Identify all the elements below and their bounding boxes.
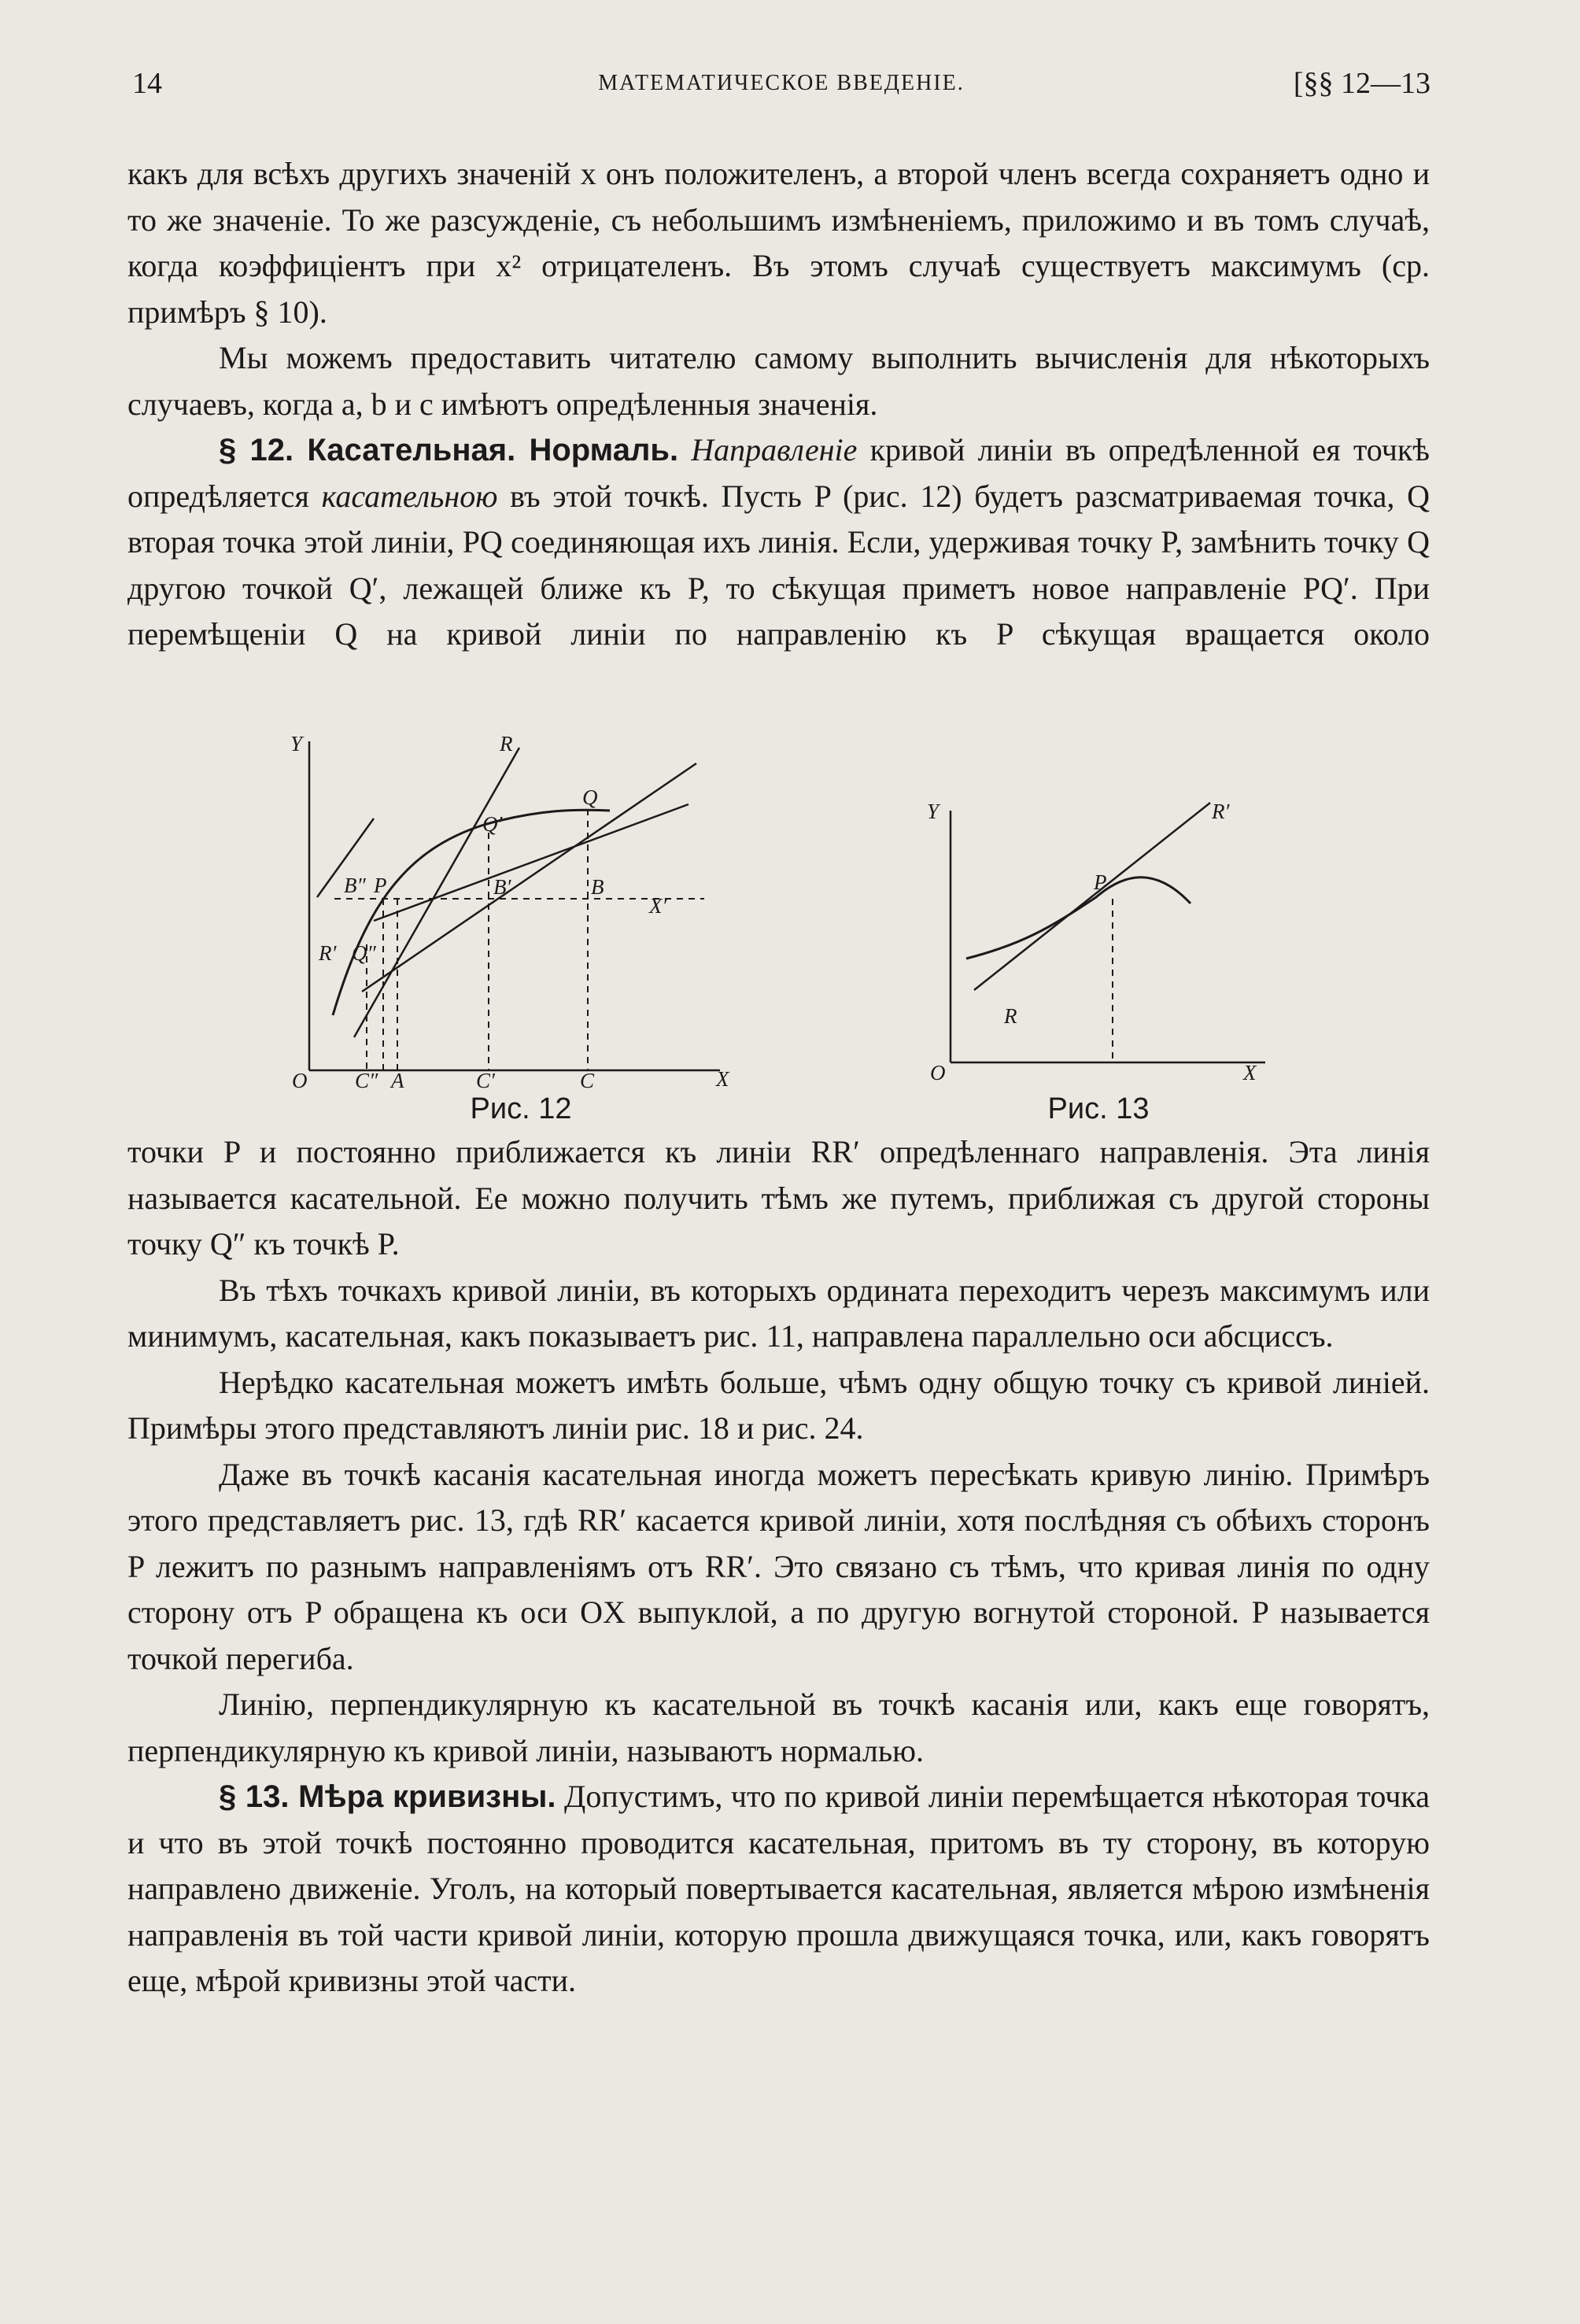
fig12-q-prime: Q′ [482,812,503,836]
paragraph-extrema: Въ тѣхъ точкахъ кривой линіи, въ которыхъ ордината переходитъ черезъ максимумъ или минимумъ, касательная, какъ показываетъ рис. 11, направлена параллельно оси абсциссъ. [127,1272,1430,1354]
fig12-q-double-prime: Q″ [352,941,376,965]
section-12-text-b: въ этой точкѣ. Пусть P (рис. 12) будетъ разсматриваемая точка, Q вторая точка этой линіи, PQ соединяющая ихъ линія. Если, удерживая точку P, замѣнить точку Q другою точкой Q′, лежащей ближе къ P, то сѣкущая приметъ новое направленіе PQ′. При перемѣщеніи Q на кривой линіи по направленію къ P сѣкущая вращается около [127,478,1430,652]
section-12-text-a: кривой линіи въ опредѣленной ея точкѣ опредѣляется [127,432,1430,514]
paragraph-tangent: точки P и постоянно приближается къ линіи RR′ опредѣленнаго направленія. Эта линія называется касательной. Ее можно получить тѣмъ же путемъ, приближая съ другой стороны точку Q″ къ точкѣ P. [127,1134,1430,1262]
fig13-r-prime: R′ [1212,800,1230,823]
fig12-b-prime: B′ [493,875,511,899]
fig13-axis-y: Y [927,800,940,823]
paragraph-continuation: какъ для всѣхъ другихъ значеній x онъ положителенъ, а второй членъ всегда сохраняетъ одно и то же значеніе. То же разсужденіе, съ небольшимъ измѣненіемъ, приложимо и въ томъ случаѣ, когда коэффиціентъ при x² отрицателенъ. Въ этомъ случаѣ существуетъ максимумъ (ср. примѣръ § 10). [127,156,1430,330]
paragraph-normal: Линію, перпендикулярную къ касательной въ точкѣ касанія или, какъ еще говорятъ, перпендикулярную къ кривой линіи, называютъ нормалью. [127,1687,1430,1768]
fig13-origin: O [930,1061,946,1084]
fig12-p: P [374,874,387,897]
running-header [132,66,1430,105]
text-block-bottom [127,1129,1430,2004]
paragraph-section-12 [127,427,1430,658]
fig12-r-prime: R′ [319,941,337,965]
fig13-p: P [1094,870,1107,894]
fig12-c-prime: C′ [476,1069,495,1092]
section-13-text: Допустимъ, что по кривой линіи перемѣщается нѣкоторая точка и что въ этой точкѣ постоянно проводится касательная, притомъ въ ту сторону, въ которую направлено движеніе. Уголъ, на который повертывается касательная, является мѣрою измѣненія направленія въ той части кривой линіи, которую прошла движущаяся точка, или, какъ говорятъ еще, мѣрой кривизны этой части. [127,1779,1430,1998]
italic-term-tangent: касательною [321,478,498,514]
fig12-origin: O [292,1069,308,1092]
fig12-a: A [391,1069,404,1092]
fig12-c-double-prime: C″ [355,1069,378,1092]
fig12-b-double-prime: B″ [344,874,366,897]
italic-term-direction: Направленіе [691,432,858,467]
figure-13 [919,787,1281,1094]
section-12-heading: § 12. Касательная. Нормаль. [219,433,679,467]
paragraph-calculations: Мы можемъ предоставить читателю самому выполнить вычисленія для нѣкоторыхъ случаевъ, когда a, b и c имѣютъ опредѣленныя значенія. [127,340,1430,422]
fig12-axis-y: Y [290,732,303,756]
fig12-x-prime: X′ [649,894,667,918]
fig12-c: C [580,1069,595,1092]
paragraph-section-13 [127,1774,1430,2004]
paragraph-multiple-contact: Нерѣдко касательная можетъ имѣть больше, чѣмъ одну общую точку съ кривой линіей. Примѣры этого представляютъ линіи рис. 18 и рис. 24. [127,1364,1430,1446]
section-13-heading: § 13. Мѣра кривизны. [219,1779,556,1814]
page-number: 14 [132,67,162,100]
running-title: МАТЕМАТИЧЕСКОЕ ВВЕДЕНІЕ. [598,71,965,95]
fig13-axis-x: X [1243,1061,1257,1084]
figure-12 [279,724,736,1094]
figure-12-caption: Рис. 12 [470,1092,572,1125]
section-reference: [§§ 12—13 [1293,67,1430,100]
fig13-r: R [1004,1004,1017,1028]
paragraph-inflection: Даже въ точкѣ касанія касательная иногда можетъ пересѣкать кривую линію. Примѣръ этого представляетъ рис. 13, гдѣ RR′ касается кривой линіи, хотя послѣдняя съ обѣихъ сторонъ P лежитъ по разнымъ направленіямъ отъ RR′. Это связано съ тѣмъ, что кривая линія по одну сторону отъ P обращена къ оси OX выпуклой, а по другую вогнутой стороной. P называется точкой перегиба. [127,1456,1430,1676]
text-block-top [127,151,1430,658]
figure-12-drawing [279,724,736,1094]
fig12-axis-x: X [716,1067,729,1091]
fig12-b: B [591,875,604,899]
figure-13-drawing [919,787,1281,1094]
fig12-r: R [500,732,513,756]
fig12-q: Q [582,785,598,809]
figure-13-caption: Рис. 13 [1047,1092,1150,1125]
